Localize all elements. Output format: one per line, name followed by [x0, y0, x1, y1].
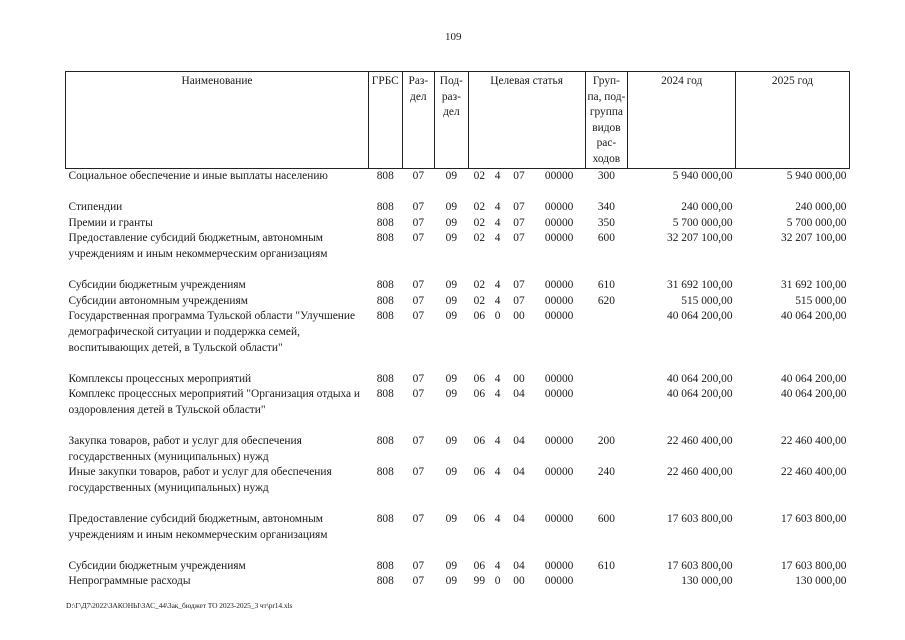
row-name: Стипендии: [68, 201, 123, 214]
row-name: Предоставление субсидий бюджетным, автономным учреждениям и иным некоммерческим организациям: [68, 232, 328, 260]
row-amount-2025: 240 000,00: [795, 201, 847, 214]
row-target-direction: 00000: [544, 575, 574, 588]
row-name: Комплексы процессных мероприятий: [68, 372, 252, 385]
row-razdel: 07: [412, 513, 425, 526]
row-podrazdel: 09: [445, 216, 458, 229]
row-spacer: [66, 263, 850, 279]
row-grbs: 808: [376, 294, 394, 307]
row-target-direction: 00000: [544, 216, 574, 229]
row-podrazdel: 09: [445, 466, 458, 479]
row-amount-2025: 17 603 800,00: [781, 559, 847, 572]
row-target-program: 06: [473, 372, 486, 385]
row-amount-2024: 31 692 100,00: [667, 279, 733, 292]
row-target-type: 4: [494, 294, 501, 307]
table-row: [66, 216, 850, 232]
row-target-subprogram: 04: [513, 466, 525, 479]
row-target-program: 06: [473, 435, 486, 448]
row-target-type: 0: [494, 575, 501, 588]
row-grbs: 808: [376, 310, 394, 323]
row-target-program: 06: [473, 559, 486, 572]
row-target-direction: 00000: [544, 294, 574, 307]
row-amount-2024: 5 940 000,00: [672, 170, 733, 182]
row-expense-group: [585, 387, 628, 418]
row-grbs: 808: [376, 372, 394, 385]
row-spacer: [66, 356, 850, 372]
row-target-direction: 00000: [544, 513, 574, 526]
row-amount-2024: 5 700 000,00: [672, 216, 733, 229]
header-grbs: ГРБС: [369, 72, 403, 169]
row-expense-group: 200: [597, 435, 615, 448]
row-razdel: 07: [412, 294, 425, 307]
row-amount-2025: 515 000,00: [795, 294, 847, 307]
header-razdel: Раз- дел: [402, 72, 435, 169]
row-target-direction: 00000: [544, 279, 574, 292]
row-amount-2024: 515 000,00: [681, 294, 733, 307]
row-podrazdel: 09: [445, 435, 458, 448]
row-amount-2024: 32 207 100,00: [667, 232, 733, 245]
row-amount-2024: 22 460 400,00: [667, 435, 733, 448]
row-razdel: 07: [412, 201, 425, 214]
row-amount-2025: 5 700 000,00: [786, 216, 847, 229]
table-row: [66, 434, 850, 465]
row-target-type: 4: [494, 513, 501, 526]
row-amount-2025: 22 460 400,00: [781, 435, 847, 448]
row-target-program: 02: [473, 232, 486, 245]
row-podrazdel: 09: [445, 559, 458, 572]
row-spacer: [66, 543, 850, 559]
row-name: Премии и гранты: [68, 216, 153, 229]
row-expense-group: [585, 372, 628, 388]
row-razdel: 07: [412, 232, 425, 245]
row-target-type: 4: [494, 279, 501, 292]
row-podrazdel: 09: [445, 170, 458, 182]
row-name: Государственная программа Тульской области "Улучшение демографической ситуации и поддержка семей, воспитывающих детей, в Тульской области": [68, 310, 356, 354]
table-row: [66, 294, 850, 310]
row-expense-group: [585, 574, 628, 590]
row-target-subprogram: 04: [513, 559, 525, 572]
row-razdel: 07: [412, 435, 425, 448]
row-target-subprogram: 00: [513, 575, 525, 588]
row-grbs: 808: [376, 575, 394, 588]
row-amount-2025: 17 603 800,00: [781, 513, 847, 526]
row-target-subprogram: 00: [513, 372, 525, 385]
row-podrazdel: 09: [445, 310, 458, 323]
row-target-program: 06: [473, 310, 486, 323]
row-podrazdel: 09: [445, 388, 458, 401]
row-grbs: 808: [376, 435, 394, 448]
row-target-type: 4: [494, 216, 501, 229]
row-target-program: 02: [473, 294, 486, 307]
file-path-footer: D:\Г\Д7\2022\ЗАКОНЫ\ЗАС_44\Зак_бюджет ТО 2023-2025_3 чт\pr14.xls: [66, 601, 293, 610]
row-target-subprogram: 07: [513, 216, 525, 229]
row-target-type: 4: [494, 170, 501, 182]
row-grbs: 808: [376, 559, 394, 572]
row-target-type: 4: [494, 232, 501, 245]
row-target-type: 0: [494, 310, 501, 323]
row-razdel: 07: [412, 372, 425, 385]
row-grbs: 808: [376, 466, 394, 479]
row-amount-2025: 5 940 000,00: [786, 170, 847, 182]
row-amount-2025: 32 207 100,00: [781, 232, 847, 245]
row-expense-group: 240: [597, 466, 615, 479]
row-podrazdel: 09: [445, 232, 458, 245]
row-target-type: 4: [494, 559, 501, 572]
header-expense-group: Груп- па, под- группа видов рас- ходов: [585, 72, 628, 169]
row-grbs: 808: [376, 216, 394, 229]
row-target-subprogram: 04: [513, 388, 525, 401]
row-expense-group: 620: [597, 294, 615, 307]
row-expense-group: 350: [597, 216, 615, 229]
row-target-subprogram: 07: [513, 232, 525, 245]
row-target-direction: 00000: [544, 201, 574, 214]
row-target-direction: 00000: [544, 388, 574, 401]
row-target-subprogram: 04: [513, 435, 525, 448]
row-target-type: 4: [494, 466, 501, 479]
row-podrazdel: 09: [445, 279, 458, 292]
row-razdel: 07: [412, 466, 425, 479]
row-amount-2025: 130 000,00: [795, 575, 847, 588]
row-amount-2024: 130 000,00: [681, 575, 733, 588]
row-target-program: 99: [473, 575, 486, 588]
row-spacer: [66, 185, 850, 201]
table-row: [66, 231, 850, 262]
row-amount-2024: 40 064 200,00: [667, 388, 733, 401]
row-target-program: 02: [473, 170, 486, 182]
row-target-program: 06: [473, 466, 486, 479]
row-amount-2025: 40 064 200,00: [781, 372, 847, 385]
row-podrazdel: 09: [445, 513, 458, 526]
row-grbs: 808: [376, 388, 394, 401]
header-target-article: Целевая статья: [468, 72, 585, 169]
table-header-row: [66, 72, 850, 169]
row-podrazdel: 09: [445, 372, 458, 385]
header-name: Наименование: [66, 72, 369, 169]
table-row: [66, 309, 850, 356]
table-row: [66, 512, 850, 543]
row-expense-group: 600: [597, 513, 615, 526]
row-expense-group: 610: [597, 279, 615, 292]
row-spacer: [66, 496, 850, 512]
row-razdel: 07: [412, 216, 425, 229]
row-name: Непрограммные расходы: [68, 575, 191, 588]
row-amount-2024: 40 064 200,00: [667, 372, 733, 385]
table-row: [66, 169, 850, 185]
row-target-program: 02: [473, 279, 486, 292]
row-expense-group: 610: [597, 559, 615, 572]
row-name: Предоставление субсидий бюджетным, автономным учреждениям и иным некоммерческим организациям: [68, 513, 328, 541]
budget-table: [65, 71, 850, 590]
row-target-type: 4: [494, 201, 501, 214]
row-amount-2024: 17 603 800,00: [667, 559, 733, 572]
row-target-subprogram: 07: [513, 201, 525, 214]
row-amount-2025: 40 064 200,00: [781, 388, 847, 401]
row-expense-group: [585, 309, 628, 356]
row-amount-2024: 240 000,00: [681, 201, 733, 214]
row-razdel: 07: [412, 310, 425, 323]
page-number: 109: [445, 31, 462, 43]
row-target-program: 02: [473, 216, 486, 229]
row-target-direction: 00000: [544, 559, 574, 572]
row-grbs: 808: [376, 170, 394, 182]
row-grbs: 808: [376, 513, 394, 526]
table-row: [66, 278, 850, 294]
row-amount-2025: 31 692 100,00: [781, 279, 847, 292]
row-amount-2024: 40 064 200,00: [667, 310, 733, 323]
row-grbs: 808: [376, 201, 394, 214]
row-razdel: 07: [412, 388, 425, 401]
row-target-program: 06: [473, 388, 486, 401]
row-razdel: 07: [412, 575, 425, 588]
row-name: Социальное обеспечение и иные выплаты населению: [68, 170, 328, 182]
row-grbs: 808: [376, 232, 394, 245]
row-target-subprogram: 04: [513, 513, 525, 526]
row-name: Субсидии бюджетным учреждениям: [68, 279, 246, 292]
row-target-direction: 00000: [544, 435, 574, 448]
row-name: Закупка товаров, работ и услуг для обеспечения государственных (муниципальных) нужд: [68, 435, 302, 463]
row-target-direction: 00000: [544, 232, 574, 245]
row-name: Субсидии автономным учреждениям: [68, 294, 248, 307]
row-target-direction: 00000: [544, 466, 574, 479]
row-podrazdel: 09: [445, 294, 458, 307]
row-amount-2025: 22 460 400,00: [781, 466, 847, 479]
row-name: Иные закупки товаров, работ и услуг для обеспечения государственных (муниципальных) нужд: [68, 466, 332, 494]
row-target-type: 4: [494, 388, 501, 401]
row-amount-2024: 17 603 800,00: [667, 513, 733, 526]
row-razdel: 07: [412, 559, 425, 572]
row-expense-group: 600: [597, 232, 615, 245]
row-grbs: 808: [376, 279, 394, 292]
table-row: [66, 200, 850, 216]
row-target-subprogram: 07: [513, 294, 525, 307]
row-spacer: [66, 419, 850, 435]
table-row: [66, 387, 850, 418]
row-razdel: 07: [412, 279, 425, 292]
table-row: [66, 372, 850, 388]
row-razdel: 07: [412, 170, 425, 182]
row-expense-group: 300: [597, 170, 615, 182]
row-name: Субсидии бюджетным учреждениям: [68, 559, 246, 572]
table-row: [66, 465, 850, 496]
row-name: Комплекс процессных мероприятий "Организация отдыха и оздоровления детей в Тульской области": [68, 388, 361, 416]
row-target-type: 4: [494, 435, 501, 448]
row-target-subprogram: 00: [513, 310, 525, 323]
row-expense-group: 340: [597, 201, 615, 214]
header-year-2024: 2024 год: [628, 72, 736, 169]
row-target-program: 06: [473, 513, 486, 526]
row-target-direction: 00000: [544, 310, 574, 323]
header-year-2025: 2025 год: [736, 72, 850, 169]
table-row: [66, 559, 850, 575]
row-target-direction: 00000: [544, 372, 574, 385]
row-target-type: 4: [494, 372, 501, 385]
row-podrazdel: 09: [445, 201, 458, 214]
row-target-subprogram: 07: [513, 279, 525, 292]
header-podrazdel: Под- раз- дел: [435, 72, 469, 169]
row-target-program: 02: [473, 201, 486, 214]
row-amount-2025: 40 064 200,00: [781, 310, 847, 323]
row-podrazdel: 09: [445, 575, 458, 588]
row-target-subprogram: 07: [513, 170, 525, 182]
table-row: [66, 574, 850, 590]
row-target-direction: 00000: [544, 170, 574, 182]
row-amount-2024: 22 460 400,00: [667, 466, 733, 479]
